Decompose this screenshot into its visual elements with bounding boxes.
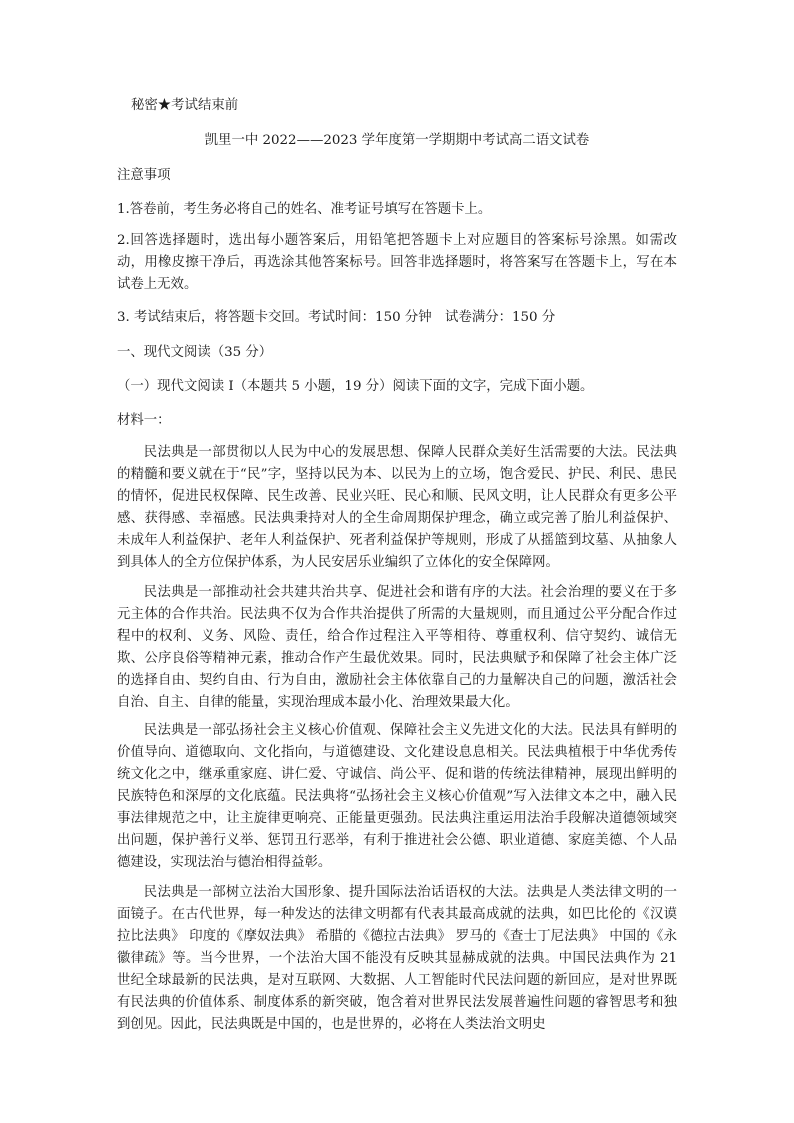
confidential-label: 秘密★考试结束前 — [131, 98, 239, 113]
material-label: 材料一： — [117, 413, 171, 428]
body-paragraph-3: 民法典是一部弘扬社会主义核心价值观、保障社会主义先进文化的大法。民法具有鲜明的价值导向、道德取向、文化指向，与道德建设、文化建设息息相关。民法典植根于中华优秀传统文化之中，继承重家庭、讲仁爱、守诚信、尚公平、促和谐的传统法律精神，展现出鲜明的民族特色和深厚的文化底蕴。民法典将“弘扬社会主义核心价值观”写入法律文本之中，融入民事法律规范之中，让主旋律更响亮、正能量更强劲。民法典注重运用法治手段解决道德领域突出问题，保护善行义举、惩罚丑行恶举，有利于推进社会公德、职业道德、家庭美德、个人品德建设，实现法治与德治相得益彰。 — [117, 723, 677, 870]
body-paragraph-2: 民法典是一部推动社会共建共治共享、促进社会和谐有序的大法。社会治理的要义在于多元主体的合作共治。民法典不仅为合作共治提供了所需的大量规则，而且通过公平分配合作过程中的权利、义务、风险、责任，给合作过程注入平等相待、尊重权利、信守契约、诚信无欺、公序良俗等精神元素，推动合作产生最优效果。同时，民法典赋予和保障了社会主体广泛的选择自由、契约自由、行为自由，激励社会主体依靠自己的力量解决自己的问题，激活社会自治、自主、自律的能量，实现治理成本最小化、治理效果最大化。 — [117, 585, 677, 710]
notice-heading: 注意事项 — [117, 168, 171, 183]
notice-item-1: 1.答卷前，考生务必将自己的姓名、准考证号填写在答题卡上。 — [117, 202, 492, 217]
body-paragraph-4: 民法典是一部树立法治大国形象、提升国际法治话语权的大法。法典是人类法律文明的一面镜子。在古代世界，每一种发达的法律文明都有代表其最高成就的法典，如巴比伦的《汉谟拉比法典》 印度的《摩奴法典》 希腊的《德拉古法典》 罗马的《查士丁尼法典》 中国的《永徽律疏》等。当今世界，一个法治大国不能没有反映其显赫成就的法典。中国民法典作为 21 世纪全球最新的民法典，是对互联网、大数据、人工智能时代民法问题的新回应，是对世界既有民法典的价值体系、制度体系的新突破，饱含着对世界民法发展普遍性问题的睿智思考和独到创见。因此，民法典既是中国的，也是世界的，必将在人类法治文明史 — [117, 885, 677, 1032]
sub-section-heading: （一）现代文阅读 I（本题共 5 小题，19 分）阅读下面的文字，完成下面小题。 — [117, 379, 594, 394]
body-paragraph-1: 民法典是一部贯彻以人民为中心的发展思想、保障人民群众美好生活需要的大法。民法典的精髓和要义就在于“民”字，坚持以民为本、以民为上的立场，饱含爱民、护民、利民、患民的情怀，促进民权保障、民生改善、民业兴旺、民心和顺、民风文明，让人民群众有更多公平感、获得感、幸福感。民法典秉持对人的全生命周期保护理念，确立或完善了胎儿利益保护、未成年人利益保护、老年人利益保护、死者利益保护等规则，形成了从摇篮到坟墓、从抽象人到具体人的全方位保护体系，为人民安居乐业编织了立体化的安全保障网。 — [117, 445, 677, 570]
exam-title: 凯里一中 2022——2023 学年度第一学期期中考试高二语文试卷 — [204, 133, 590, 148]
section-heading: 一、现代文阅读（35 分） — [117, 345, 273, 360]
notice-item-2: 2.回答选择题时，选出每小题答案后，用铅笔把答题卡上对应题目的答案标号涂黑。如需改动，用橡皮擦干净后，再选涂其他答案标号。回答非选择题时，将答案写在答题卡上，写在本试卷上无效。 — [117, 233, 677, 292]
notice-item-3: 3. 考试结束后，将答题卡交回。考试时间：150 分钟 试卷满分：150 分 — [117, 310, 556, 325]
